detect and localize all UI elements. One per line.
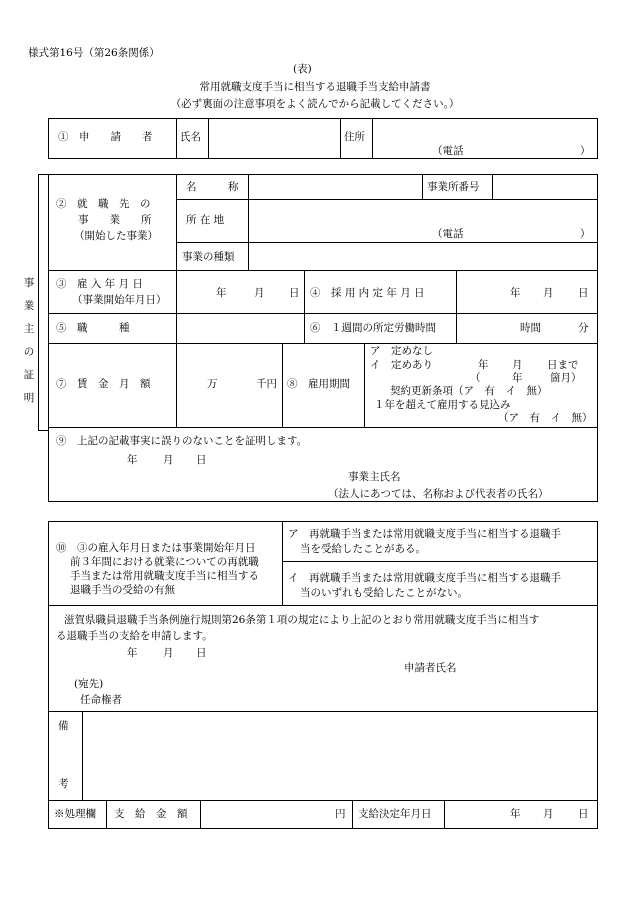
form-number: 様式第16号（第26条関係） xyxy=(28,47,160,59)
reemployment-option-a-line1[interactable]: ア 再就職手当または常用就職支度手当に相当する退職手 xyxy=(288,528,561,540)
business-type-label: 事業の種類 xyxy=(182,251,235,263)
over-one-year-options: （ア 有 イ 無） xyxy=(498,412,593,424)
application-month-unit: 月 xyxy=(163,647,174,659)
applicant-name-signature-label: 申請者氏名 xyxy=(404,662,457,674)
payment-decision-date-label: 支給決定年月日 xyxy=(358,808,432,820)
reemployment-label-line4: 退職手当の受給の有無 xyxy=(70,584,175,596)
certify-month-unit: 月 xyxy=(163,454,174,466)
applicant-address-label: 住所 xyxy=(344,131,365,143)
employer-name-field[interactable] xyxy=(250,176,420,197)
applicant-address-field[interactable] xyxy=(374,120,596,144)
job-type-field[interactable] xyxy=(178,315,302,341)
hire-year-unit: 年 xyxy=(216,287,227,299)
payment-amount-field[interactable] xyxy=(202,802,332,827)
period-months-year: 年 xyxy=(512,372,523,384)
wage-man-unit: 万 xyxy=(207,378,218,390)
wage-sen-yen-unit: 千円 xyxy=(256,378,277,390)
reemployment-option-i-line2: 当のいずれも受給したことがない。 xyxy=(300,587,468,599)
period-option-i[interactable]: イ 定めあり xyxy=(370,359,433,371)
minutes-unit: 分 xyxy=(578,322,589,334)
monthly-wage-label: ⑦ 賃 金 月 額 xyxy=(56,378,151,390)
office-number-field[interactable] xyxy=(494,176,596,197)
period-until-day: 日まで xyxy=(547,359,579,371)
certify-year-unit: 年 xyxy=(127,454,138,466)
employer-location-field[interactable] xyxy=(250,201,596,225)
period-option-a[interactable]: ア 定めなし xyxy=(370,345,433,357)
addressee-label: (宛先) xyxy=(74,678,104,690)
reemployment-label-line2: 前３年間における就業についての再就職 xyxy=(70,556,259,568)
application-text-line1: 滋賀県職員退職手当条例施行規則第26条第１項の規定により上記のとおり常用就職支度手当に相当す xyxy=(64,614,540,626)
renewal-clause: 契約更新条項（ア 有 イ 無） xyxy=(390,385,548,397)
hire-date-label-line1: ③ 雇 入 年 月 日 xyxy=(56,278,143,290)
job-type-label: ⑤ 職 種 xyxy=(56,322,130,334)
certify-day-unit: 日 xyxy=(196,454,207,466)
yen-unit: 円 xyxy=(335,808,346,820)
hire-date-label-line2: （事業開始年月日） xyxy=(72,294,167,306)
certify-text: ⑨ 上記の記載事実に誤りのないことを証明します。 xyxy=(56,435,308,447)
reemployment-label-line3: 手当または常用就職支度手当に相当する xyxy=(70,570,259,582)
decision-date-label: ④ 採 用 内 定 年 月 日 xyxy=(310,287,425,299)
office-number-label: 事業所番号 xyxy=(427,181,480,193)
remarks-label-char2: 考 xyxy=(58,778,69,790)
employer-location-label: 所 在 地 xyxy=(186,214,225,226)
employer-tel-label: （電話 xyxy=(432,228,464,240)
payment-year-unit: 年 xyxy=(510,808,521,820)
application-text-line2: る退職手当の支給を申請します。 xyxy=(56,630,213,642)
appointing-authority: 任命権者 xyxy=(80,694,122,706)
remarks-field[interactable] xyxy=(84,713,596,798)
employer-label-line2: 事 業 所 xyxy=(78,214,152,226)
applicant-tel-label: （電話 xyxy=(432,145,464,157)
period-months-close: 箇月） xyxy=(550,372,582,384)
payment-amount-label: 支 給 金 額 xyxy=(114,808,188,820)
application-day-unit: 日 xyxy=(196,647,207,659)
business-type-field[interactable] xyxy=(250,244,596,268)
application-year-unit: 年 xyxy=(127,647,138,659)
employer-certification-side-label: 事 業 主 の 証 明 xyxy=(23,277,35,404)
over-one-year-label: １年を超えて雇用する見込み xyxy=(374,399,511,411)
employer-name-label: 事業主氏名 xyxy=(348,471,401,483)
period-months-open: （ xyxy=(470,372,481,384)
employer-tel-close: ） xyxy=(580,228,591,240)
hire-month-unit: 月 xyxy=(254,287,265,299)
hire-day-unit: 日 xyxy=(289,287,300,299)
side-label: (表) xyxy=(293,63,312,75)
employer-name-label: 名 称 xyxy=(186,181,239,193)
employer-bracket xyxy=(38,174,48,431)
page-note: （必ず裏面の注意事項をよく読んでから記載してください。） xyxy=(170,98,460,110)
period-until-month: 月 xyxy=(512,359,523,371)
page-title: 常用就職支度手当に相当する退職手当支給申請書 xyxy=(199,81,431,93)
period-until-year: 年 xyxy=(478,359,489,371)
reemployment-label-line1: ⑩ ③の雇入年月日または事業開始年月日 xyxy=(56,542,256,554)
hours-unit: 時間 xyxy=(520,322,541,334)
applicant-tel-close: ） xyxy=(580,145,591,157)
decision-month-unit: 月 xyxy=(543,287,554,299)
weekly-hours-label: ⑥ １週間の所定労働時間 xyxy=(310,322,436,334)
employment-period-label: ⑧ 雇用期間 xyxy=(287,378,350,390)
processing-label: ※処理欄 xyxy=(54,808,96,820)
reemployment-option-i-line1[interactable]: イ 再就職手当または常用就職支度手当に相当する退職手 xyxy=(288,572,561,584)
reemployment-option-a-line2: 当を受給したことがある。 xyxy=(300,543,426,555)
applicant-label: ① 申 請 者 xyxy=(58,131,153,143)
payment-month-unit: 月 xyxy=(543,808,554,820)
applicant-name-field[interactable] xyxy=(210,120,338,157)
employer-label-line1: ② 就 職 先 の xyxy=(56,198,151,210)
employer-name-note: （法人にあつては、名称および代表者の氏名） xyxy=(328,488,549,500)
payment-day-unit: 日 xyxy=(578,808,589,820)
remarks-label-char1: 備 xyxy=(58,720,69,732)
decision-day-unit: 日 xyxy=(578,287,589,299)
decision-year-unit: 年 xyxy=(510,287,521,299)
employer-label-line3: （開始した事業） xyxy=(74,230,158,242)
applicant-name-label: 氏名 xyxy=(180,131,201,143)
